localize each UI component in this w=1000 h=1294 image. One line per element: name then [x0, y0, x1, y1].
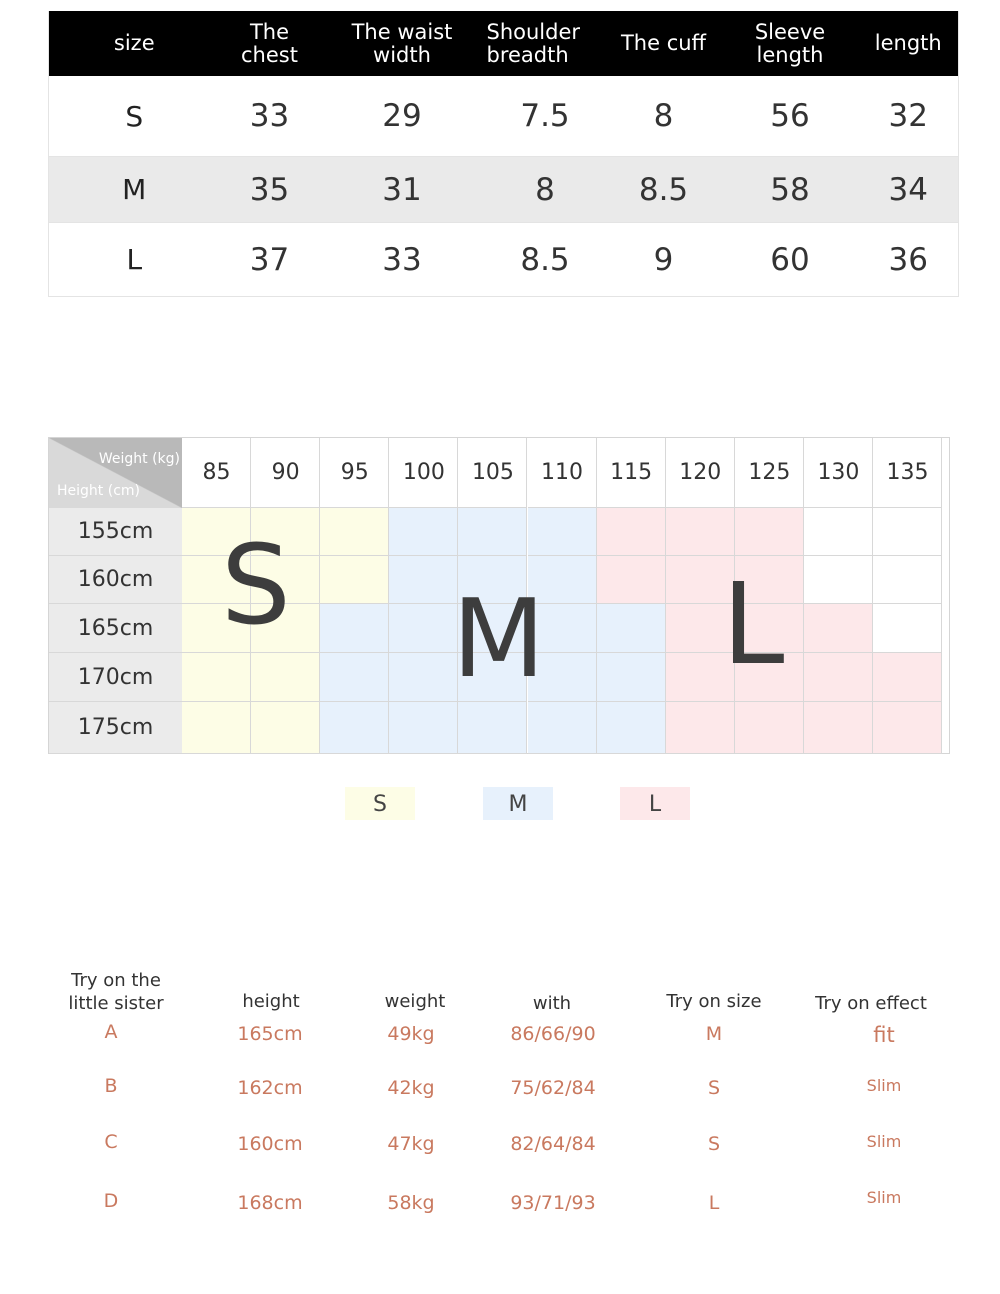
tryon-effect-value: Slim	[866, 1076, 902, 1095]
header-sleeve: Sleeve length	[722, 11, 859, 76]
size-grid-cell	[528, 508, 597, 556]
tryon-header-height: height	[242, 991, 300, 1012]
waist-cell: 29	[320, 76, 485, 157]
size-grid-cell	[735, 702, 804, 754]
cuff-cell: 8	[606, 76, 722, 157]
tryon-size-value: S	[707, 1133, 721, 1155]
weight-tick-label: 130	[817, 460, 860, 485]
tryon-model-letter: B	[104, 1075, 118, 1097]
table-row	[49, 157, 959, 223]
size-grid-cell	[389, 508, 458, 556]
shoulder-cell: 8.5	[485, 223, 606, 297]
header-chest: The chest	[220, 11, 320, 76]
size-l-region-label: L	[722, 560, 785, 690]
weight-tick-label: 115	[610, 460, 653, 485]
tryon-model-letter: D	[103, 1190, 119, 1212]
length-cell: 34	[859, 157, 959, 223]
size-m-region-label: M	[452, 577, 546, 702]
size-grid-cell	[320, 508, 389, 556]
size-grid-cell	[251, 653, 320, 702]
tryon-weight-value: 47kg	[387, 1133, 435, 1155]
size-s-region-label: S	[221, 521, 291, 649]
shoulder-cell: 7.5	[485, 76, 606, 157]
size-grid-cell	[182, 653, 251, 702]
header-cuff: The cuff	[606, 11, 722, 76]
size-grid-cell	[389, 604, 458, 653]
size-grid-cell	[251, 702, 320, 754]
tryon-height-value: 165cm	[237, 1023, 303, 1045]
sleeve-cell: 58	[722, 157, 859, 223]
size-grid-cell	[735, 508, 804, 556]
header-length: length	[859, 11, 959, 76]
tryon-model-letter: A	[104, 1021, 118, 1043]
height-weight-size-chart	[48, 437, 950, 754]
tryon-effect-value: Slim	[866, 1188, 902, 1207]
size-grid-cell	[389, 653, 458, 702]
tryon-effect-value: fit	[873, 1023, 895, 1047]
size-measurement-table	[48, 11, 959, 297]
height-tick-label: 175cm	[49, 702, 182, 754]
size-grid-cell	[320, 653, 389, 702]
table-row	[49, 76, 959, 157]
size-grid-cell	[320, 604, 389, 653]
tryon-measurements-value: 86/66/90	[510, 1023, 596, 1045]
size-grid-cell	[666, 702, 735, 754]
shoulder-cell: 8	[485, 157, 606, 223]
chart-corner-header	[49, 438, 182, 508]
size-grid-cell	[182, 702, 251, 754]
tryon-header-weight: weight	[384, 991, 446, 1012]
size-grid-cell	[597, 702, 666, 754]
chest-cell: 33	[220, 76, 320, 157]
weight-tick-label: 105	[471, 460, 514, 485]
weight-tick-label: 120	[679, 460, 722, 485]
tryon-measurements-value: 93/71/93	[510, 1192, 596, 1214]
waist-cell: 31	[320, 157, 485, 223]
size-table-header-row	[49, 11, 959, 76]
cuff-cell: 8.5	[606, 157, 722, 223]
tryon-weight-value: 49kg	[387, 1023, 435, 1045]
length-cell: 32	[859, 76, 959, 157]
size-grid-cell	[528, 702, 597, 754]
height-axis-label: Height (cm)	[57, 483, 140, 499]
weight-tick-label: 85	[202, 460, 231, 485]
weight-tick-label: 90	[271, 460, 300, 485]
size-grid-cell	[804, 702, 873, 754]
tryon-measurements-value: 75/62/84	[510, 1077, 596, 1099]
weight-tick-label: 125	[748, 460, 791, 485]
tryon-model-letter: C	[104, 1131, 118, 1153]
sleeve-cell: 60	[722, 223, 859, 297]
legend-size-s: S	[345, 787, 415, 820]
size-grid-cell	[873, 702, 942, 754]
tryon-header-model: Try on the little sister	[68, 970, 164, 1014]
size-grid-cell	[873, 604, 942, 653]
weight-tick-label: 95	[340, 460, 369, 485]
size-grid-cell	[389, 556, 458, 604]
height-tick-label: 165cm	[49, 604, 182, 653]
length-cell: 36	[859, 223, 959, 297]
cuff-cell: 9	[606, 223, 722, 297]
size-grid-cell	[804, 508, 873, 556]
size-grid-cell	[804, 604, 873, 653]
tryon-size-value: S	[707, 1077, 721, 1099]
size-grid-cell	[320, 556, 389, 604]
tryon-weight-value: 58kg	[387, 1192, 435, 1214]
tryon-weight-value: 42kg	[387, 1077, 435, 1099]
size-cell: S	[49, 76, 220, 157]
weight-tick-label: 100	[402, 460, 445, 485]
size-grid-cell	[597, 508, 666, 556]
height-tick-label: 160cm	[49, 556, 182, 604]
header-size: size	[49, 11, 220, 76]
size-grid-cell	[320, 702, 389, 754]
height-tick-label: 155cm	[49, 508, 182, 556]
size-grid-cell	[597, 604, 666, 653]
legend-size-m: M	[483, 787, 553, 820]
size-cell: L	[49, 223, 220, 297]
tryon-height-value: 168cm	[237, 1192, 303, 1214]
size-grid-cell	[389, 702, 458, 754]
tryon-size-value: L	[708, 1192, 720, 1214]
header-shoulder: Shoulder breadth	[485, 11, 606, 76]
size-grid-cell	[873, 508, 942, 556]
tryon-measurements-value: 82/64/84	[510, 1133, 596, 1155]
tryon-size-value: M	[705, 1023, 723, 1045]
size-grid-cell	[458, 508, 527, 556]
tryon-effect-value: Slim	[866, 1132, 902, 1151]
weight-axis-label: Weight (kg)	[98, 451, 180, 467]
sleeve-cell: 56	[722, 76, 859, 157]
legend-size-l: L	[620, 787, 690, 820]
waist-cell: 33	[320, 223, 485, 297]
size-grid-cell	[666, 508, 735, 556]
chest-cell: 37	[220, 223, 320, 297]
size-grid-cell	[597, 556, 666, 604]
size-grid-cell	[597, 653, 666, 702]
chest-cell: 35	[220, 157, 320, 223]
tryon-header-with: with	[532, 993, 572, 1014]
height-tick-label: 170cm	[49, 653, 182, 702]
header-waist: The waist width	[320, 11, 485, 76]
size-grid-cell	[873, 653, 942, 702]
size-grid-cell	[804, 653, 873, 702]
weight-tick-label: 135	[886, 460, 929, 485]
tryon-header-size: Try on size	[666, 991, 762, 1012]
weight-tick-label: 110	[541, 460, 584, 485]
tryon-height-value: 162cm	[237, 1077, 303, 1099]
size-cell: M	[49, 157, 220, 223]
tryon-header-effect: Try on effect	[815, 993, 927, 1014]
tryon-height-value: 160cm	[237, 1133, 303, 1155]
size-grid-cell	[873, 556, 942, 604]
table-row	[49, 223, 959, 297]
size-grid-cell	[804, 556, 873, 604]
size-grid-cell	[458, 702, 527, 754]
